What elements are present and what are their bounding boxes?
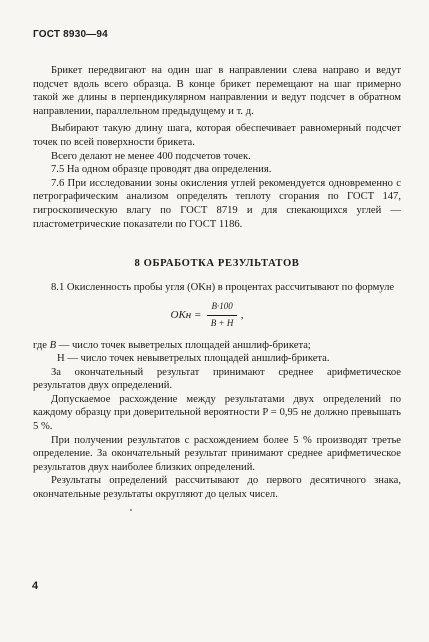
definition-b-text: — число точек выветрелых площадей аншлиф-брикета; [58,339,311,351]
paragraph: Брикет передвигают на один шаг в направлении слева направо и ведут подсчет вдоль всего образца. В конце брикет перемещают на шаг примерно такой же длины в перпендикулярном направлении и ведут подсчет в обратном направлении, параллельном предыдущему и т. д. [33,65,401,117]
document-header: ГОСТ 8930—94 [33,29,108,40]
definition-h-text: — число точек невыветрелых площадей аншлиф-брикета. [67,353,330,365]
variable-b: B [49,339,57,351]
paragraph: Результаты определений рассчитывают до первого десятичного знака, окончательные результаты округляют до целых чисел. [33,475,401,501]
document-body [33,64,401,502]
paragraph: За окончательный результат принимают среднее арифметическое результатов двух определений. [33,366,401,392]
page-number: 4 [32,580,39,592]
paragraph: Выбирают такую длину шага, которая обеспечивает равномерный подсчет точек по всей поверхности брикета. [33,123,401,148]
formula-lhs: OKн = [170,308,202,321]
formula [33,300,401,330]
scan-speck [130,509,132,511]
paragraph: 7.5 На одном образце проводят два определения. [51,164,272,176]
formula-end: , [240,308,244,321]
variable-h: H [57,353,65,365]
section-heading: 8 ОБРАБОТКА РЕЗУЛЬТАТОВ [134,258,300,270]
paragraph: Допускаемое расхождение между результатами двух определений по каждому образцу при доверительной вероятности P = 0,95 не должно превышать 5 %. [33,393,401,433]
definition-prefix: где [33,339,47,351]
paragraph: 7.6 При исследовании зоны окисления углей рекомендуется одновременно с петрографическим анализом определять теплоту сгорания по ГОСТ 147, гигроскопическую влагу по ГОСТ 8719 и для спекающихся углей — пластометрические показатели по ГОСТ 1186. [33,177,401,230]
definition-b [33,339,401,353]
formula-denominator: B + H [210,317,234,328]
paragraph: Всего делают не менее 400 подсчетов точек. [51,150,251,162]
formula-fraction [207,300,236,330]
formula-numerator: B·100 [207,300,236,316]
paragraph: При получении результатов с расхождением более 5 % производят третье определение. За окончательный результат принимают среднее арифметическое результатов двух наиболее близких определений. [33,434,401,473]
definition-h [33,352,401,366]
paragraph-8-1: 8.1 Окисленность пробы угля (OKн) в процентах рассчитывают по формуле [51,281,395,293]
